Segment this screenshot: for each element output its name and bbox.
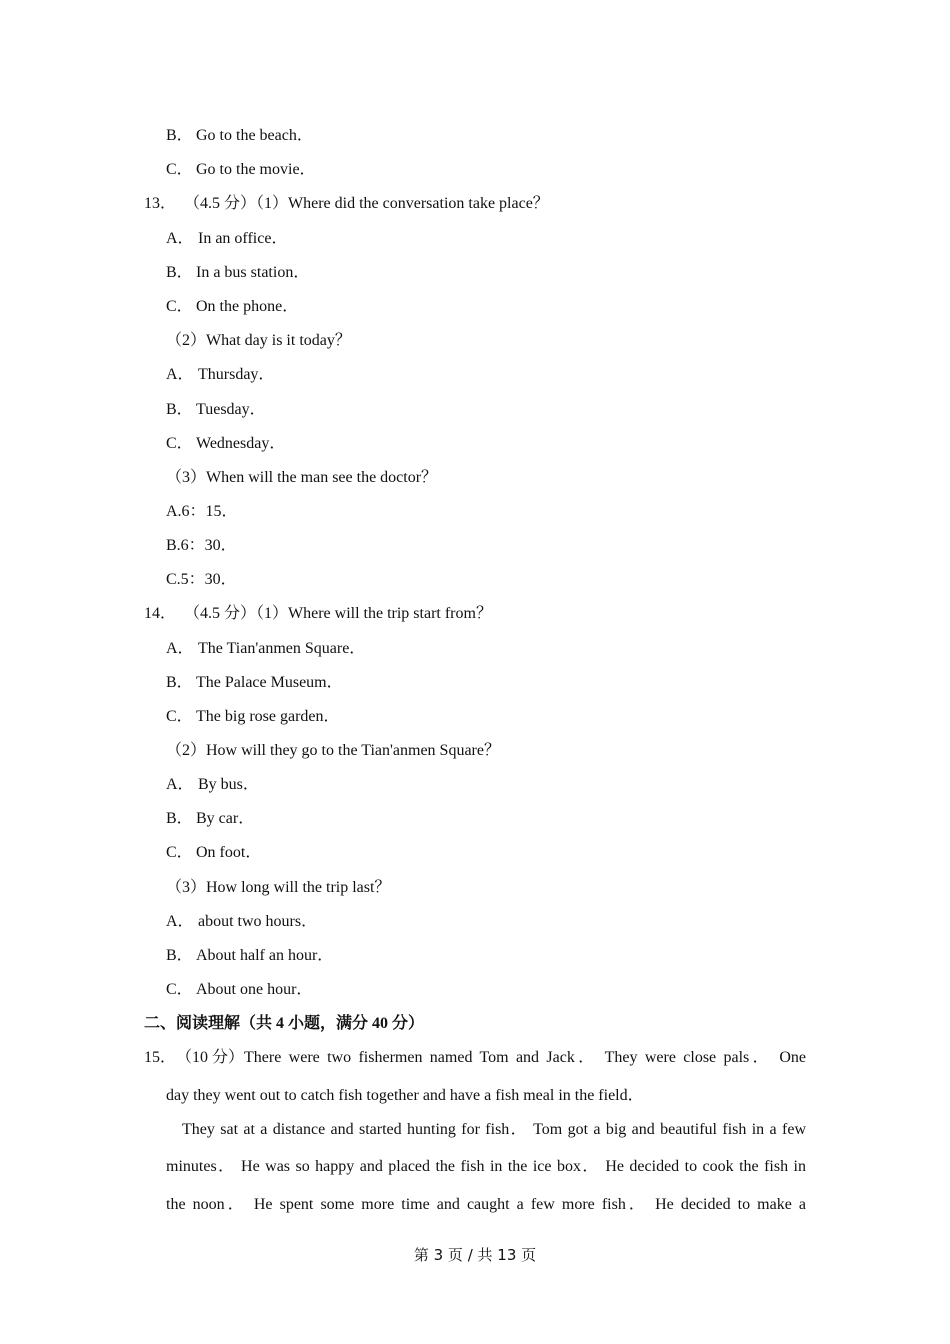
- q14-3-prompt: （3）How long will the trip last？: [166, 879, 391, 896]
- option-text: About half an hour．: [196, 947, 334, 964]
- option-text: In an office．: [198, 230, 288, 247]
- page-number-footer: 第 3 页 / 共 13 页: [413, 1246, 537, 1264]
- option-label: A．: [166, 913, 194, 930]
- option-label: C．: [166, 981, 193, 998]
- option-text: Go to the beach．: [196, 127, 313, 144]
- option-text: Thursday．: [198, 366, 275, 383]
- option-label: B．: [166, 401, 193, 418]
- option-text: The Palace Museum．: [196, 674, 343, 691]
- passage-line: the noon． He spent some more time and caught a few more fish． He decided to make a: [166, 1196, 807, 1213]
- option-label: B．: [166, 264, 193, 281]
- option-label: B．: [166, 947, 193, 964]
- q13-3-option-a: A.6：15．: [166, 503, 238, 520]
- option-text: On foot．: [196, 844, 262, 861]
- option-label: C．: [166, 435, 193, 452]
- option-label: B．: [166, 810, 193, 827]
- q14-2-option-c: [166, 843, 261, 863]
- q13-2-prompt: （2）What day is it today？: [166, 332, 351, 349]
- option-text: By bus．: [198, 776, 259, 793]
- q15-header: [144, 1048, 806, 1068]
- q13-3-option-c: C.5：30．: [166, 571, 237, 588]
- q14-3-option-b: [166, 946, 333, 966]
- question-prompt: （1）Where did the conversation take place？: [256, 195, 549, 212]
- question-prompt: （1）Where will the trip start from？: [256, 605, 492, 622]
- option-text: Tuesday．: [196, 401, 266, 418]
- option-label: C．: [166, 161, 193, 178]
- question-number: 15．: [144, 1049, 177, 1066]
- q13-2-option-c: [166, 434, 285, 454]
- q14-3-option-c: [166, 980, 312, 1000]
- q14-2-option-b: [166, 809, 254, 829]
- q14-1-option-c: [166, 707, 340, 727]
- question-number: 13．: [144, 195, 177, 212]
- passage-line: They sat at a distance and started hunting for fish． Tom got a big and beautiful fish in a few: [182, 1121, 806, 1138]
- option-label: C．: [166, 844, 193, 861]
- option-text: about two hours．: [198, 913, 318, 930]
- question-score: （4.5 分）: [184, 195, 257, 212]
- option-label: C．: [166, 298, 193, 315]
- option-label: C．: [166, 708, 193, 725]
- option-label: A．: [166, 640, 194, 657]
- option-text: In a bus station．: [196, 264, 310, 281]
- q13-3-prompt: （3）When will the man see the doctor？: [166, 469, 438, 486]
- option-label: B．: [166, 127, 193, 144]
- option-text: Go to the movie．: [196, 161, 316, 178]
- q13-3-option-b: B.6：30．: [166, 537, 237, 554]
- option-label: A．: [166, 366, 194, 383]
- q14-2-option-a: [166, 775, 259, 795]
- question-score: （4.5 分）: [184, 605, 257, 622]
- option-text: By car．: [196, 810, 255, 827]
- passage-line: minutes． He was so happy and placed the fish in the ice box． He decided to cook the fish in: [166, 1158, 807, 1175]
- section-heading: 二、阅读理解（共 4 小题，满分 40 分）: [144, 1015, 425, 1032]
- q13-1-option-a: [166, 229, 287, 249]
- option-text: On the phone．: [196, 298, 299, 315]
- passage-line: There were two fishermen named Tom and Jack． They were close pals． One: [244, 1049, 806, 1066]
- q14-header: [144, 604, 492, 624]
- passage-line: day they went out to catch fish together and have a fish meal in the field．: [166, 1087, 644, 1104]
- q13-header: [144, 194, 549, 214]
- q14-3-option-a: [166, 912, 317, 932]
- q14-1-option-b: [166, 673, 343, 693]
- q14-2-prompt: （2）How will they go to the Tian'anmen Square？: [166, 742, 500, 759]
- q13-2-option-b: [166, 400, 266, 420]
- question-score: （10 分）: [176, 1049, 245, 1066]
- option-text: About one hour．: [196, 981, 313, 998]
- q13-1-option-c: [166, 297, 298, 317]
- option-label: B．: [166, 674, 193, 691]
- q12-option-c: [166, 160, 316, 180]
- question-number: 14．: [144, 605, 177, 622]
- option-text: The Tian'anmen Square．: [198, 640, 366, 657]
- option-label: A．: [166, 776, 194, 793]
- option-text: Wednesday．: [196, 435, 286, 452]
- option-text: The big rose garden．: [196, 708, 340, 725]
- option-label: A．: [166, 230, 194, 247]
- q14-1-option-a: [166, 639, 365, 659]
- q13-2-option-a: [166, 365, 274, 385]
- q13-1-option-b: [166, 263, 309, 283]
- q12-option-b: [166, 126, 313, 146]
